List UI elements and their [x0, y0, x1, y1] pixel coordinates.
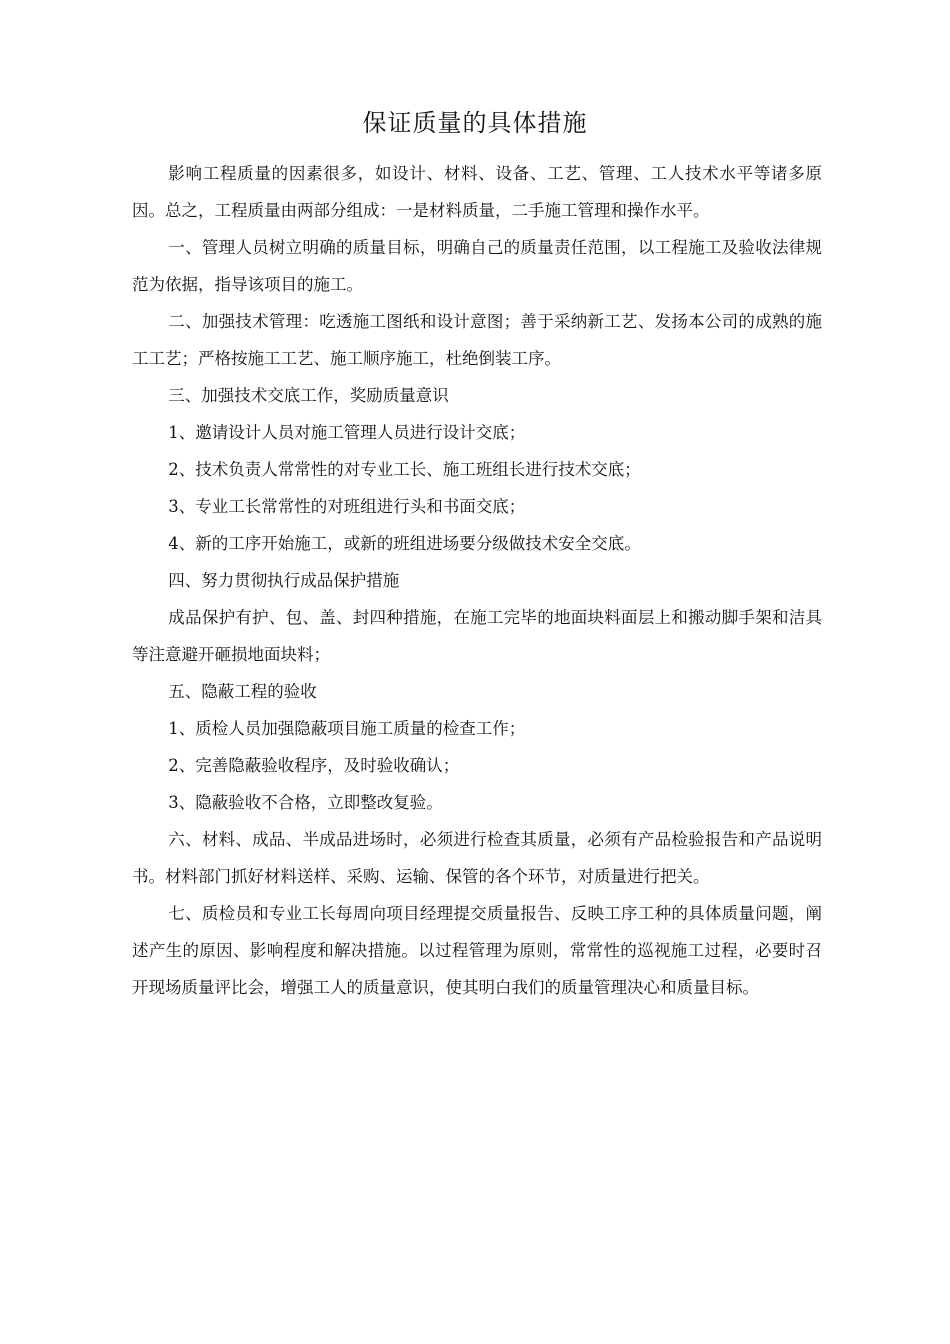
paragraph-section-7: 七、质检员和专业工长每周向项目经理提交质量报告、反映工序工种的具体质量问题，阐述产生的原因、影响程度和解决措施。以过程管理为原则，常常性的巡视施工过程，必要时召开现场质量评比会，增强工人的质量意识，使其明白我们的质量管理决心和质量目标。: [132, 904, 822, 997]
heading-section-3: 三、加强技术交底工作，奖励质量意识: [168, 386, 449, 405]
list-item: 3、隐蔽验收不合格，立即整改复验。: [168, 793, 443, 812]
list-item: 1、质检人员加强隐蔽项目施工质量的检查工作；: [168, 719, 526, 738]
paragraph-section-4-body: 成品保护有护、包、盖、封四种措施，在施工完毕的地面块料面层上和搬动脚手架和洁具等注意避开砸损地面块料；: [132, 608, 822, 664]
list-item: 3、专业工长常常性的对班组进行头和书面交底；: [168, 497, 526, 516]
heading-section-5: 五、隐蔽工程的验收: [168, 682, 317, 701]
heading-section-4: 四、努力贯彻执行成品保护措施: [168, 571, 400, 590]
paragraph-intro: 影响工程质量的因素很多，如设计、材料、设备、工艺、管理、工人技术水平等诸多原因。总之，工程质量由两部分组成：一是材料质量，二手施工管理和操作水平。: [132, 164, 822, 220]
list-item: 1、邀请设计人员对施工管理人员进行设计交底；: [168, 423, 526, 442]
document-title: 保证质量的具体措施: [362, 109, 588, 137]
paragraph-section-6: 六、材料、成品、半成品进场时，必须进行检查其质量，必须有产品检验报告和产品说明书。材料部门抓好材料送样、采购、运输、保管的各个环节，对质量进行把关。: [132, 830, 822, 886]
document-body: [132, 155, 822, 1006]
paragraph-section-1: 一、管理人员树立明确的质量目标，明确自己的质量责任范围，以工程施工及验收法律规范为依据，指导该项目的施工。: [132, 238, 822, 294]
list-item: 2、完善隐蔽验收程序，及时验收确认；: [168, 756, 460, 775]
list-item: 4、新的工序开始施工，或新的班组进场要分级做技术安全交底。: [168, 534, 641, 553]
list-item: 2、技术负责人常常性的对专业工长、施工班组长进行技术交底；: [168, 460, 641, 479]
paragraph-section-2: 二、加强技术管理：吃透施工图纸和设计意图；善于采纳新工艺、发扬本公司的成熟的施工工艺；严格按施工工艺、施工顺序施工，杜绝倒装工序。: [132, 312, 822, 368]
